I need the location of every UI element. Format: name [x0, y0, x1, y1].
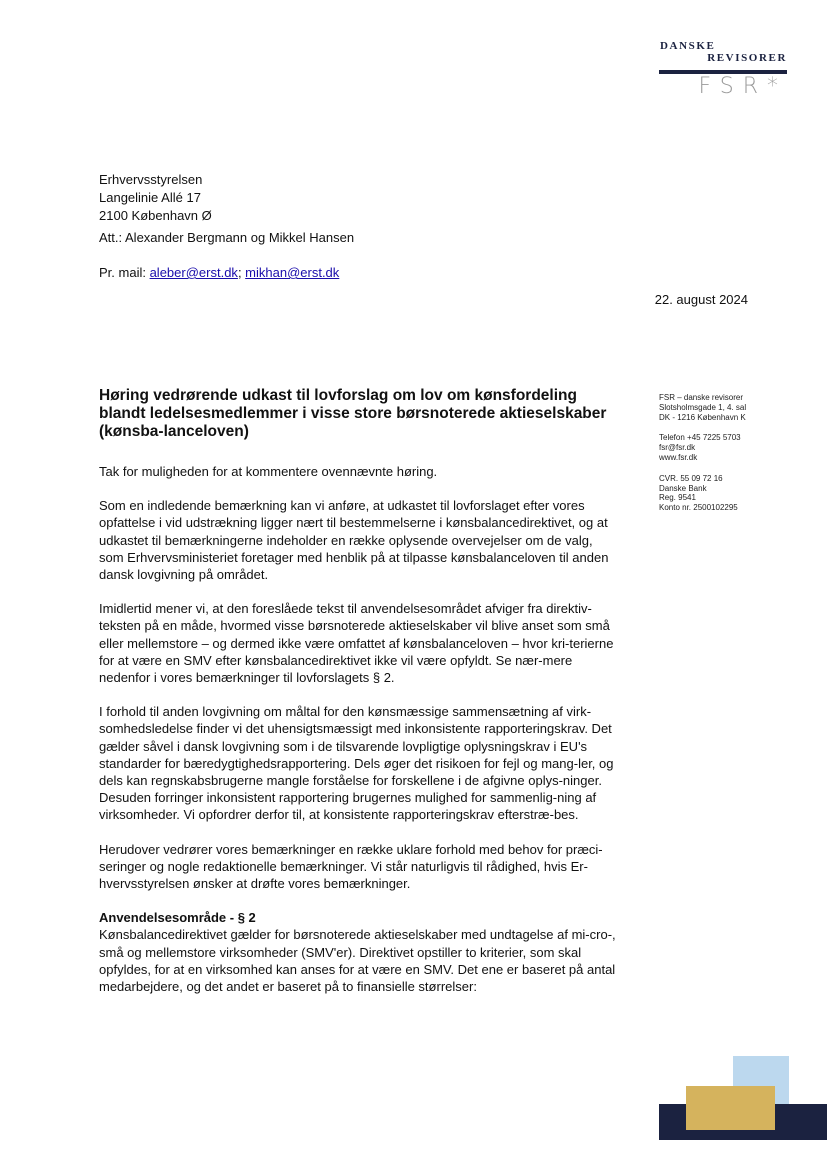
sender-street: Slotsholmsgade 1, 4. sal [659, 402, 747, 412]
recipient-line-2: Langelinie Allé 17 [99, 190, 201, 205]
fsr-logo [659, 40, 787, 98]
logo-mark: FSR* [698, 74, 787, 99]
letter-date: 22. august 2024 [654, 292, 748, 307]
section-heading: Anvendelsesområde - § 2 [99, 910, 256, 926]
sender-reg: Reg. 9541 [659, 493, 696, 503]
paragraph: I forhold til anden lovgivning om måltal for den kønsmæssige sammensætning af virk-somhedsledelse finder vi det uhensigtsmæssigt med inkonsistente rapporteringskrav. Det gælder såvel i dansk lovgivning som i de tilsvarende lovpligtige oplysningskrav i EU's standarder for bæredygtighedsrapportering. Dels øger det risikoen for fejl og mang-ler, og dels kan regnskabsbrugerne mangle forståelse for forskellene i de afgivne oplys-ninger. Desuden forringer inkonsistent rapportering brugernes mulighed for sammenlig-ning af virksomheder. Vi opfordrer derfor til, at konsistente rapporteringskrav efterstræ-bes. [99, 704, 614, 823]
logo-line-2: REVISORER [707, 52, 787, 64]
letter-body [99, 463, 619, 1012]
sender-bank: Danske Bank [659, 483, 707, 493]
letter-title: Høring vedrørende udkast til lovforslag om lov om kønsfordeling blandt ledelsesmedlemmer i visse store børsnoterede aktieselskaber (kønsba-lanceloven) [99, 387, 607, 440]
sender-web: www.fsr.dk [659, 452, 698, 462]
recipient-line-1: Erhvervsstyrelsen [99, 172, 203, 187]
sender-account: Konto nr. 2500102295 [659, 503, 738, 513]
recipient-line-3: 2100 København Ø [99, 208, 212, 223]
recipient-address [99, 171, 212, 225]
mail-separator: ; [237, 265, 246, 280]
decor-gold-block [686, 1086, 775, 1130]
mail-prefix: Pr. mail: [99, 265, 150, 280]
paragraph: Som en indledende bemærkning kan vi anføre, at udkastet til lovforslaget efter vores opfattelse i vid udstrækning ligger nært til bestemmelserne i kønsbalancedirektivet, og at udkastet til bemærkningerne indeholder en række oplysende overvejelser om de valg, som Erhvervsministeriet foretager med henblik på at tilpasse kønsbalanceloven til anden dansk lovgivning på området. [99, 498, 609, 583]
section-paragraph: Kønsbalancedirektivet gælder for børsnoterede aktieselskaber med undtagelse af mi-cro-, små og mellemstore virksomheder (SMV'er). Direktivet opstiller to kriterier, som skal opfyldes, for at en virksomhed kan anses for at være en SMV. Det ene er baseret på antal medarbejdere, og det andet er baseret på to finansielle størrelser: [99, 927, 616, 995]
email-link-2[interactable]: mikhan@erst.dk [245, 265, 340, 280]
sender-cvr: CVR. 55 09 72 16 [659, 473, 723, 483]
sender-city: DK - 1216 København K [659, 412, 746, 422]
paragraph: Herudover vedrører vores bemærkninger en række uklare forhold med behov for præci-seringer og nogle redaktionelle bemærkninger. Vi står naturligvis til rådighed, hvis Er-hvervsstyrelsen ønsker at drøfte vores bemærkninger. [99, 841, 603, 892]
attention-line: Att.: Alexander Bergmann og Mikkel Hansen [99, 230, 355, 245]
sender-phone: Telefon +45 7225 5703 [659, 433, 741, 443]
paragraph: Imidlertid mener vi, at den foreslåede tekst til anvendelsesområdet afviger fra direktiv-teksten på en måde, hvormed visse børsnoterede aktieselskaber vil blive anset som små eller mellemstore – og dermed ikke være omfattet af kønsbalanceloven – hvor kri-terierne for at være en SMV efter kønsbalancedirektivet ikke vil være opfyldt. Se nær-mere nedenfor i vores bemærkninger til lovforslagets § 2. [99, 601, 614, 686]
mail-line [99, 265, 339, 281]
logo-line-1: DANSKE [660, 40, 716, 52]
sender-name: FSR – danske revisorer [659, 393, 744, 402]
sender-email: fsr@fsr.dk [659, 443, 696, 453]
email-link-1[interactable]: aleber@erst.dk [149, 265, 238, 280]
paragraph: Tak for muligheden for at kommentere ovennævnte høring. [99, 464, 438, 479]
sender-info [659, 393, 779, 513]
